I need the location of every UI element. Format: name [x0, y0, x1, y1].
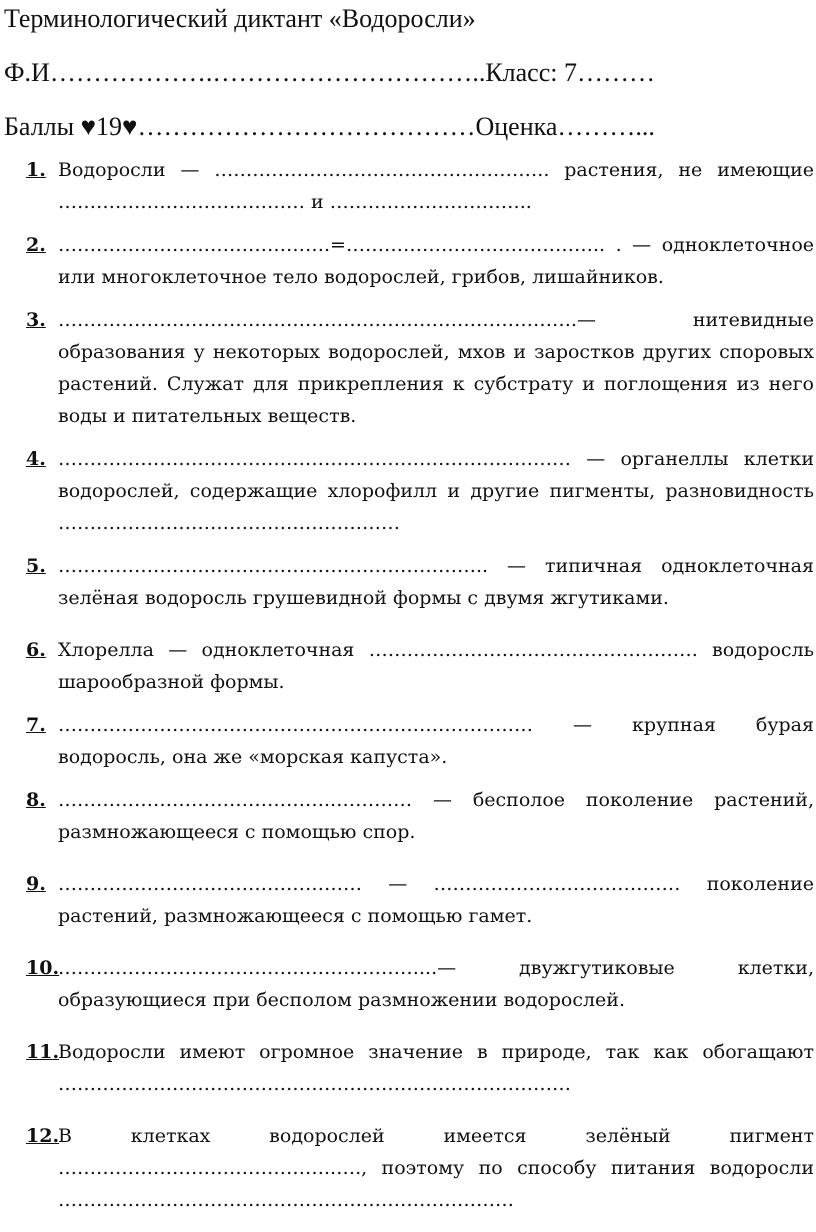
list-item — [26, 443, 814, 539]
list-item — [26, 952, 814, 1016]
list-item — [26, 868, 814, 932]
item-text: В клетках водорослей имеется зелёный пигмент ……………………………………..…., поэтому по способу питания водоросли ……………………………………………………………… — [58, 1125, 814, 1211]
item-text: ………………………………………………………………… — крупная бурая водоросль, она же «морская капуста». — [58, 714, 814, 768]
list-item — [26, 1120, 814, 1216]
item-text: ………………………………………… — ………………………………… поколение растений, размножающееся с помощью гамет. — [58, 873, 814, 927]
list-item — [26, 304, 814, 432]
item-number: 6. — [26, 639, 46, 661]
item-number: 1. — [26, 159, 46, 181]
item-text: Водоросли — …………………………………………….. растения, не имеющие ………………………………… и ………………………….. — [58, 159, 814, 213]
list-item — [26, 229, 814, 293]
dictation-list — [26, 154, 814, 1227]
item-number: 5. — [26, 555, 46, 577]
item-text: ……………………………………………………………………….— нитевидные образования у некоторых водорослей, мхов и заростков других споровых растений. Служат для прикрепления к субстрату и поглощения из него воды и питательных веществ. — [58, 309, 814, 427]
item-text: Хлорелла — одноклеточная ……………………………………………. водоросль шарообразной формы. — [58, 639, 814, 693]
list-item — [26, 634, 814, 698]
name-class-line: Ф.И……………….…………………………..Класс: 7……… — [4, 58, 655, 87]
list-item — [26, 550, 814, 614]
item-number: 3. — [26, 309, 46, 331]
item-number: 12. — [26, 1125, 60, 1147]
list-item — [26, 1036, 814, 1100]
item-number: 10. — [26, 957, 60, 979]
item-number: 2. — [26, 234, 46, 256]
item-number: 4. — [26, 448, 46, 470]
item-number: 7. — [26, 714, 46, 736]
item-text: …………………………………………………...— двужгутиковые клетки, образующиеся при бесполом размножении водорослей. — [58, 957, 814, 1011]
score-grade-line: Баллы ♥19♥…………………………………Оценка………... — [4, 112, 655, 141]
item-number: 11. — [26, 1041, 60, 1063]
item-text: ……………………………………..………… — бесполое поколение растений, размножающееся с помощью спор. — [58, 789, 814, 843]
item-text: …………………………………….=………………………………….. . — одноклеточное или многоклеточное тело водорослей, грибов, лишайников. — [58, 234, 814, 288]
item-text: ……………………………………………………………………… — органеллы клетки водорослей, содержащие хлорофилл и другие пигменты, разновидность ……………………………………………… — [58, 448, 814, 534]
page-title: Терминологический диктант «Водоросли» — [4, 4, 476, 33]
item-text: ………………………………………………………….. — типичная одноклеточная зелёная водоросль грушевидной формы с двумя жгутиками. — [58, 555, 814, 609]
list-item — [26, 709, 814, 773]
list-item — [26, 784, 814, 848]
item-number: 8. — [26, 789, 46, 811]
list-item — [26, 154, 814, 218]
item-number: 9. — [26, 873, 46, 895]
item-text: Водоросли имеют огромное значение в природе, так как обогащают ……………………………………………………………………… — [58, 1041, 814, 1095]
